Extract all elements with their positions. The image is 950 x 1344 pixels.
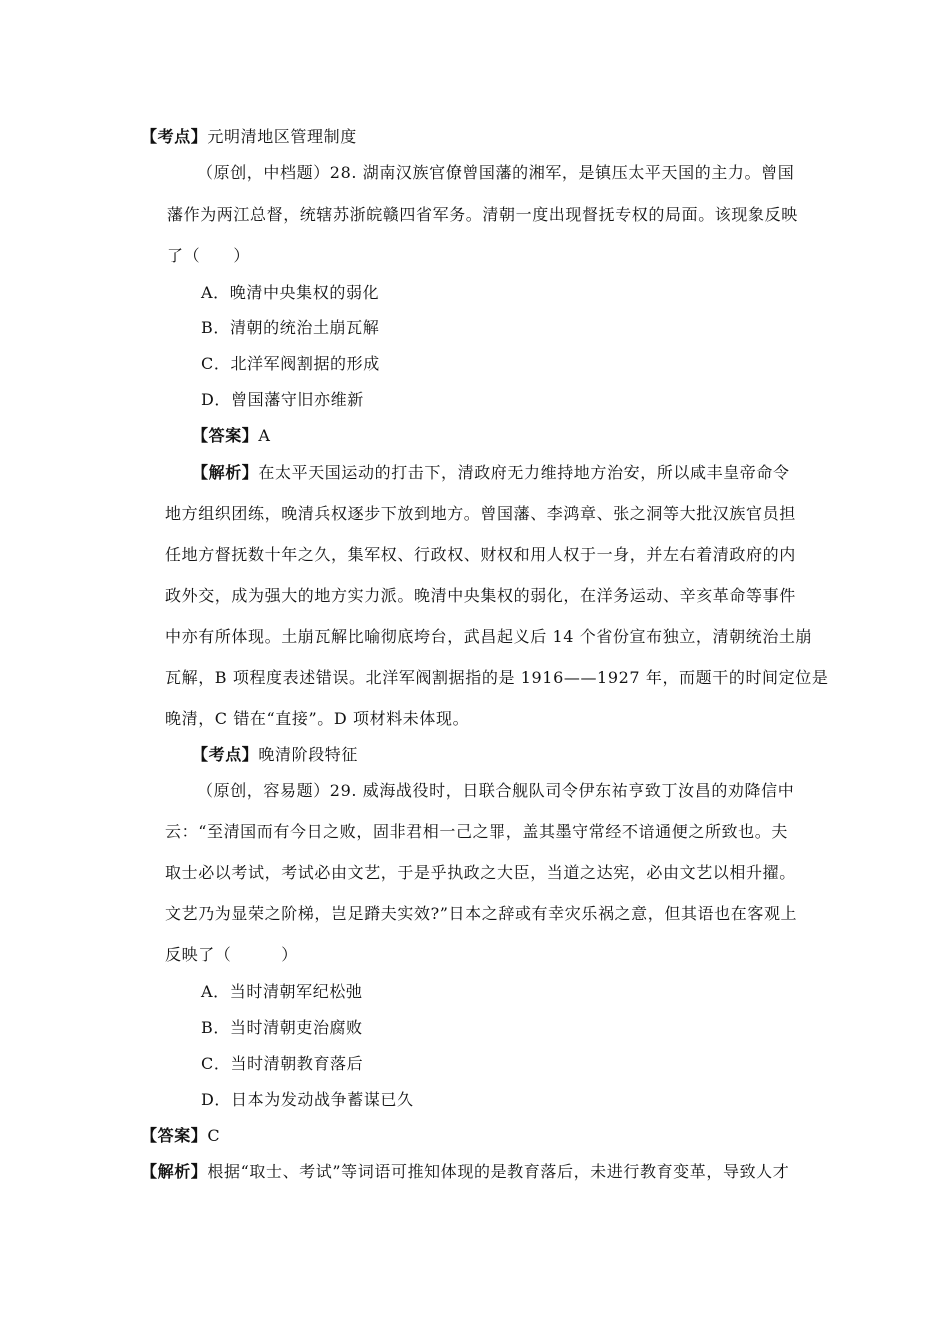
q28-answer-line [192, 426, 271, 446]
q29-analysis-line-1 [141, 1162, 789, 1182]
q28-option-c: C．北洋军阀割据的形成 [201, 354, 380, 373]
q28-stem-line-2: 藩作为两江总督，统辖苏浙皖赣四省军务。清朝一度出现督抚专权的局面。该现象反映 [167, 205, 798, 224]
q29-option-b: B．当时清朝吏治腐败 [201, 1018, 363, 1037]
q28-answer-text: A [258, 426, 271, 445]
q29-topic-line [192, 745, 358, 765]
q29-stem-line-1: （原创，容易题）29. 威海战役时，日联合舰队司令伊东祐亨致丁汝昌的劝降信中 [197, 781, 795, 800]
q28-analysis-line-1 [192, 463, 790, 483]
q28-option-a: A．晚清中央集权的弱化 [201, 283, 380, 302]
q29-answer-text: C [207, 1126, 221, 1145]
q28-analysis-line-6: 瓦解，B 项程度表述错误。北洋军阀割据指的是 1916——1927 年，而题干的时间定位是 [165, 668, 829, 687]
q28-analysis-text-1: 在太平天国运动的打击下，清政府无力维持地方治安，所以咸丰皇帝命令 [258, 463, 790, 482]
q28-stem-line-1: （原创，中档题）28. 湖南汉族官僚曾国藩的湘军，是镇压太平天国的主力。曾国 [197, 163, 795, 182]
q28-option-d: D．曾国藩守旧亦维新 [201, 390, 364, 409]
q28-topic-line [141, 127, 357, 147]
q29-answer-tag: 【答案】 [141, 1126, 208, 1145]
q29-stem-line-5: 反映了（ ） [165, 945, 298, 964]
q29-analysis-text: 根据“取士、考试”等词语可推知体现的是教育落后，未进行教育变革，导致人才 [207, 1162, 790, 1181]
q29-stem-line-2: 云：“至清国而有今日之败，固非君相一己之罪，盖其墨守常经不谙通便之所致也。夫 [165, 822, 788, 841]
q28-analysis-line-4: 政外交，成为强大的地方实力派。晚清中央集权的弱化，在洋务运动、辛亥革命等事件 [165, 586, 796, 605]
q28-option-b: B．清朝的统治土崩瓦解 [201, 318, 380, 337]
q28-analysis-line-3: 任地方督抚数十年之久，集军权、行政权、财权和用人权于一身，并左右着清政府的内 [165, 545, 796, 564]
q29-stem-line-4: 文艺乃为显荣之阶梯，岂足蹐夫实效?”日本之辞或有幸灾乐祸之意，但其语也在客观上 [165, 904, 798, 923]
q28-topic-tag: 【考点】 [141, 127, 208, 146]
q29-analysis-tag: 【解析】 [141, 1162, 208, 1181]
q29-option-c: C．当时清朝教育落后 [201, 1054, 364, 1073]
q28-analysis-line-2: 地方组织团练，晚清兵权逐步下放到地方。曾国藩、李鸿章、张之洞等大批汉族官员担 [165, 504, 796, 523]
q29-option-a: A．当时清朝军纪松弛 [201, 982, 363, 1001]
q28-answer-tag: 【答案】 [192, 426, 259, 445]
q28-stem-line-3: 了（ ） [167, 246, 251, 265]
q28-analysis-tag: 【解析】 [192, 463, 259, 482]
q29-topic-tag: 【考点】 [192, 745, 259, 764]
q29-answer-line [141, 1126, 220, 1146]
q29-option-d: D．日本为发动战争蓄谋已久 [201, 1090, 414, 1109]
q28-analysis-line-7: 晚清，C 错在“直接”。D 项材料未体现。 [165, 709, 470, 728]
q29-topic-text: 晚清阶段特征 [258, 745, 359, 764]
q28-analysis-line-5: 中亦有所体现。土崩瓦解比喻彻底垮台，武昌起义后 14 个省份宣布独立，清朝统治土崩 [165, 627, 813, 646]
q29-stem-line-3: 取士必以考试，考试必由文艺，于是乎执政之大臣，当道之达宪，必由文艺以相升擢。 [165, 863, 796, 882]
q28-topic-text: 元明清地区管理制度 [207, 127, 357, 146]
